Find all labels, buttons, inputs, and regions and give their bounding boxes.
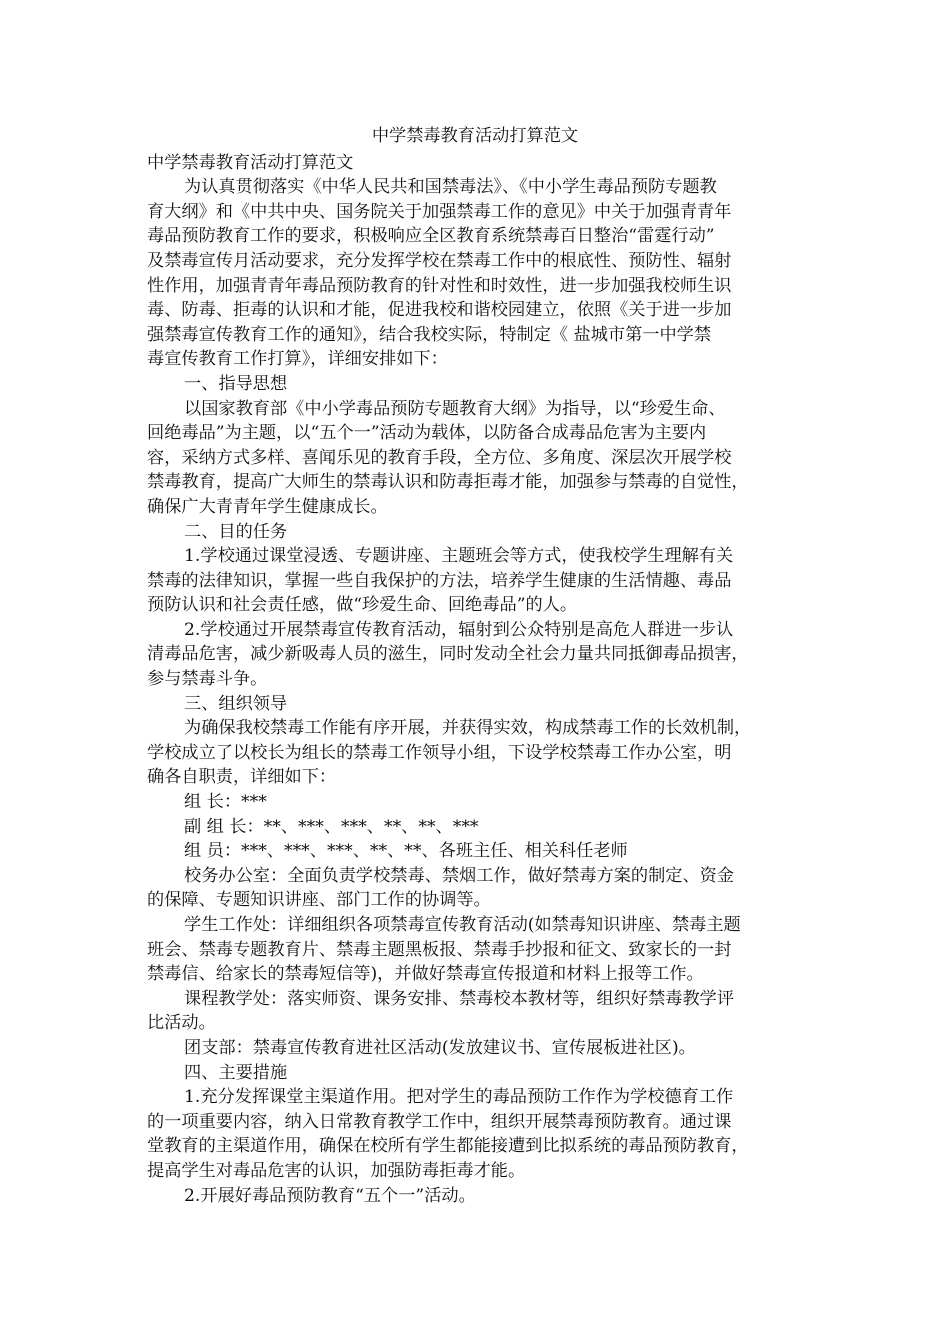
text-line: 提高学生对毒品危害的认识，加强防毒拒毒才能。 xyxy=(147,1160,526,1181)
text-line: 预防认识和社会责任感，做“珍爱生命、回绝毒品”的人。 xyxy=(147,595,578,616)
text-line: 及禁毒宣传月活动要求，充分发挥学校在禁毒工作中的根底性、预防性、辐射 xyxy=(147,250,732,271)
text-line: 中学禁毒教育活动打算范文 xyxy=(147,152,354,173)
text-line: 副 组 长：**、***、***、**、**、*** xyxy=(184,816,479,837)
page-title: 中学禁毒教育活动打算范文 xyxy=(371,126,579,146)
text-line: 三、组织领导 xyxy=(184,693,288,714)
text-line: 为确保我校禁毒工作能有序开展，并获得实效，构成禁毒工作的长效机制， xyxy=(184,718,752,739)
document-body xyxy=(147,151,803,1209)
text-line: 清毒品危害，减少新吸毒人员的滋生，同时发动全社会力量共同抵御毒品损害， xyxy=(147,644,749,665)
text-line: 的保障、专题知识讲座、部门工作的协调等。 xyxy=(147,890,491,911)
text-line: 毒、防毒、拒毒的认识和才能，促进我校和谐校园建立，依照《关于进一步加 xyxy=(147,300,732,321)
text-line: 四、主要措施 xyxy=(184,1062,288,1083)
text-line: 容，采纳方式多样、喜闻乐见的教育手段，全方位、多角度、深层次开展学校 xyxy=(147,447,732,468)
text-line: 课程教学处：落实师资、课务安排、禁毒校本教材等，组织好禁毒教学评 xyxy=(184,988,735,1009)
text-line: 强禁毒宣传教育工作的通知》，结合我校实际，特制定《 盐城市第一中学禁 xyxy=(147,324,712,345)
text-line: 为认真贯彻落实《中华人民共和国禁毒法》、《中小学生毒品预防专题教 xyxy=(184,177,717,198)
text-line: 组 员：***、***、***、**、**、各班主任、相关科任老师 xyxy=(184,841,628,862)
text-line: 确保广大青青年学生健康成长。 xyxy=(147,496,388,517)
text-line: 确各自职责，详细如下： xyxy=(147,767,337,788)
text-line: 班会、禁毒专题教育片、禁毒主题黑板报、禁毒手抄报和征文、致家长的一封 xyxy=(147,939,732,960)
text-line: 的一项重要内容，纳入日常教育教学工作中，组织开展禁毒预防教育。通过课 xyxy=(147,1111,732,1132)
text-line: 学生工作处：详细组织各项禁毒宣传教育活动(如禁毒知识讲座、禁毒主题 xyxy=(184,915,741,935)
text-line: 校务办公室：全面负责学校禁毒、禁烟工作，做好禁毒方案的制定、资金 xyxy=(184,865,735,886)
text-line: 1.学校通过课堂浸透、专题讲座、主题班会等方式，使我校学生理解有关 xyxy=(184,546,734,567)
text-line: 学校成立了以校长为组长的禁毒工作领导小组，下设学校禁毒工作办公室，明 xyxy=(147,742,732,763)
text-line: 二、目的任务 xyxy=(184,521,288,542)
text-line: 育大纲》和《中共中央、国务院关于加强禁毒工作的意见》中关于加强青青年 xyxy=(147,201,732,222)
text-line: 2.开展好毒品预防教育“五个一”活动。 xyxy=(184,1185,476,1206)
text-line: 毒宣传教育工作打算》，详细安排如下： xyxy=(147,349,448,370)
text-line: 禁毒教育，提高广大师生的禁毒认识和防毒拒毒才能，加强参与禁毒的自觉性， xyxy=(147,472,749,493)
text-line: 参与禁毒斗争。 xyxy=(147,669,268,690)
text-line: 比活动。 xyxy=(147,1013,216,1034)
text-line: 组 长：*** xyxy=(184,792,267,813)
text-line: 堂教育的主渠道作用，确保在校所有学生都能接遭到比拟系统的毒品预防教育， xyxy=(147,1136,749,1157)
text-line: 团支部：禁毒宣传教育进社区活动(发放建议书、宣传展板进社区)。 xyxy=(184,1037,696,1058)
text-line: 禁毒信、给家长的禁毒短信等)，并做好禁毒宣传报道和材料上报等工作。 xyxy=(147,964,704,985)
text-line: 禁毒的法律知识，掌握一些自我保护的方法，培养学生健康的生活情趣、毒品 xyxy=(147,570,732,591)
text-line: 1.充分发挥课堂主渠道作用。把对学生的毒品预防工作作为学校德育工作 xyxy=(184,1087,734,1108)
text-line: 一、指导思想 xyxy=(184,373,288,394)
text-line: 以国家教育部《中小学毒品预防专题教育大纲》为指导，以“珍爱生命、 xyxy=(184,398,726,419)
text-line: 2.学校通过开展禁毒宣传教育活动，辐射到公众特别是高危人群进一步认 xyxy=(184,619,734,640)
text-line: 回绝毒品”为主题，以“五个一”活动为载体，以防备合成毒品危害为主要内 xyxy=(147,423,707,444)
text-line: 毒品预防教育工作的要求，积极响应全区教育系统禁毒百日整治“雷霆行动” xyxy=(147,226,715,247)
text-line: 性作用，加强青青年毒品预防教育的针对性和时效性，进一步加强我校师生识 xyxy=(147,275,732,296)
